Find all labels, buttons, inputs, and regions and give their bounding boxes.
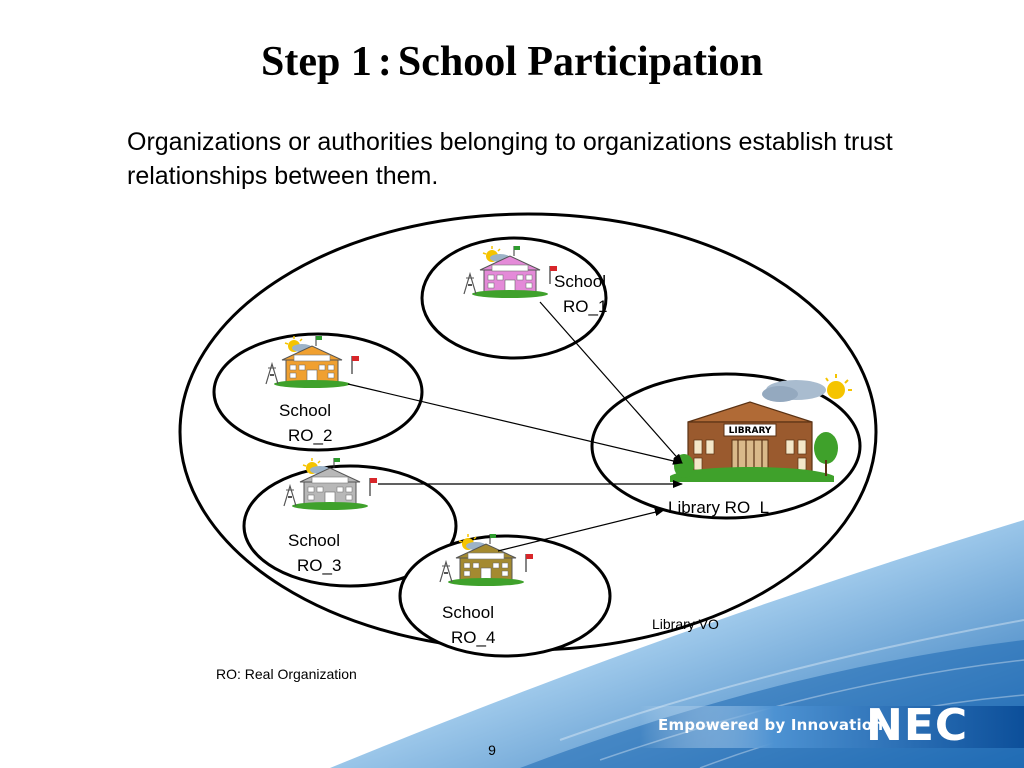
page-number: 9 — [488, 742, 496, 758]
school-ro1-label-line1: School — [554, 272, 606, 291]
title-text: School Participation — [397, 39, 764, 85]
library-sign: LIBRARY — [728, 426, 772, 436]
school-ro2-label-line1: School — [279, 401, 331, 420]
school-ro3-label-line1: School — [288, 531, 340, 550]
slide-description: Organizations or authorities belonging to organizations establish trust relationships between them. — [127, 128, 893, 190]
school-ro4-label-line2: RO_4 — [451, 628, 496, 647]
title-separator: : — [377, 39, 392, 85]
school-ro1-label-line2: RO_1 — [563, 297, 608, 316]
school-ro4-label-line1: School — [442, 603, 494, 622]
legend-text: RO: Real Organization — [216, 666, 357, 682]
title-step: Step 1 — [260, 39, 372, 85]
school-ro3-label-line2: RO_3 — [297, 556, 342, 575]
arrow-ro4-to-library — [498, 510, 664, 551]
footer-tagline: Empowered by Innovation — [658, 716, 884, 734]
nec-logo: NEC — [866, 700, 969, 751]
school-ro2-label-line2: RO_2 — [288, 426, 333, 445]
vo-label: Library VO — [652, 616, 719, 632]
library-label: Library RO_L — [668, 498, 770, 517]
